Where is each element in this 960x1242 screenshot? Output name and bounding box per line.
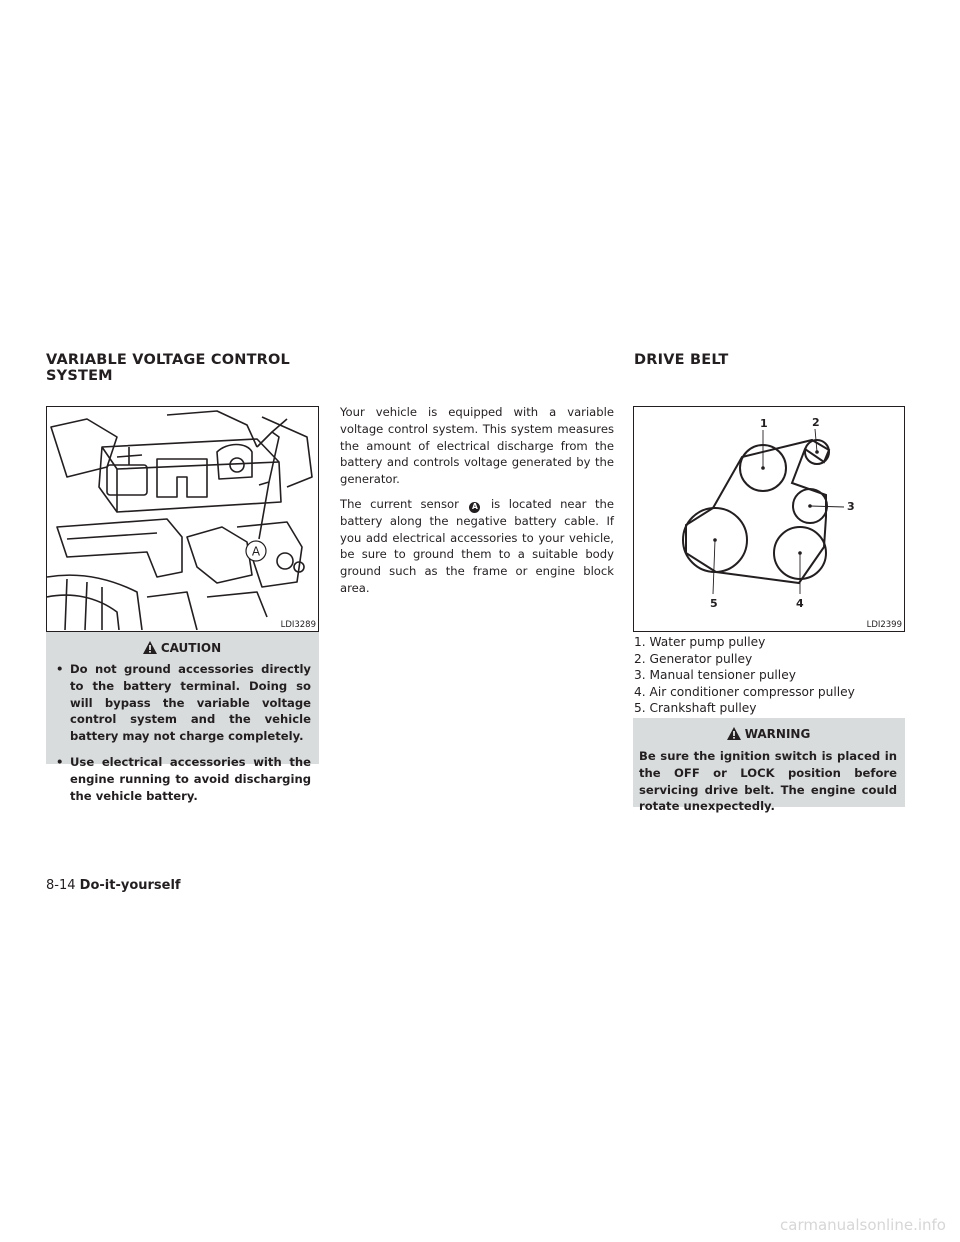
warning-triangle-icon (726, 726, 742, 741)
warning-title: WARNING (744, 726, 811, 741)
warning-box (633, 718, 905, 814)
battery-illustration (47, 407, 317, 630)
belt-label-3: 3 (847, 500, 855, 513)
warning-heading (639, 718, 897, 741)
battery-figure (46, 406, 319, 632)
drive-belt-diagram (634, 407, 903, 630)
battery-figure-code: LDI3289 (280, 620, 316, 630)
list-item: 3. Manual tensioner pulley (634, 668, 796, 682)
list-item: 4. Air conditioner compressor pulley (634, 684, 855, 699)
bullet-dot: • (56, 662, 64, 676)
body-text (340, 404, 614, 597)
body-paragraph-1: Your vehicle is equipped with a variable voltage control system. This system measures the amount of electrical discharge from the battery and controls voltage generated by the generator. (340, 405, 614, 487)
caution-title: CAUTION (160, 640, 222, 655)
belt-figure-code: LDI2399 (866, 620, 902, 630)
caution-box (46, 632, 319, 803)
pulley-list (634, 634, 855, 717)
right-section-heading: DRIVE BELT (634, 352, 729, 368)
belt-label-1: 1 (760, 417, 768, 430)
callout-a-icon: A (469, 502, 480, 513)
battery-callout-label: A (251, 544, 261, 559)
warning-triangle-icon (142, 640, 158, 655)
left-heading-line-2: SYSTEM (46, 368, 113, 384)
left-section-heading (46, 352, 290, 384)
caution-bullet-text: Use electrical accessories with the engine running to avoid discharging the vehicle battery. (70, 754, 311, 803)
bullet-dot: • (56, 754, 64, 769)
caution-bullet-text: Do not ground accessories directly to the battery terminal. Doing so will bypass the variable voltage control system and the vehicle battery may not charge completely. (70, 662, 311, 744)
body-paragraph-2 (340, 496, 614, 597)
caution-body (52, 661, 311, 804)
drive-belt-figure (633, 406, 905, 632)
caution-bullet (52, 661, 311, 745)
section-name: Do-it-yourself (79, 878, 181, 893)
belt-label-2: 2 (812, 416, 820, 429)
page-footer (46, 878, 181, 893)
list-item: 1. Water pump pulley (634, 635, 766, 649)
list-item: 2. Generator pulley (634, 651, 753, 666)
list-item: 5. Crankshaft pulley (634, 701, 757, 715)
paragraph-2-rest: is located near the battery along the negative battery cable. If you add electrical accessories to your vehicle, be sure to ground them to a suitable body ground such as the frame or engine block area. (340, 496, 614, 596)
caution-heading (52, 632, 311, 655)
warning-text: Be sure the ignition switch is placed in the OFF or LOCK position before servicing drive belt. The engine could rotate unexpectedly. (639, 749, 897, 814)
left-heading-line-1: VARIABLE VOLTAGE CONTROL (46, 352, 290, 368)
page-number: 8-14 (46, 878, 76, 893)
paragraph-2-start: The current sensor (340, 496, 459, 511)
watermark: carmanualsonline.info (780, 1216, 946, 1234)
belt-label-4: 4 (796, 597, 804, 610)
caution-bullet (52, 754, 311, 804)
belt-label-5: 5 (710, 597, 718, 610)
